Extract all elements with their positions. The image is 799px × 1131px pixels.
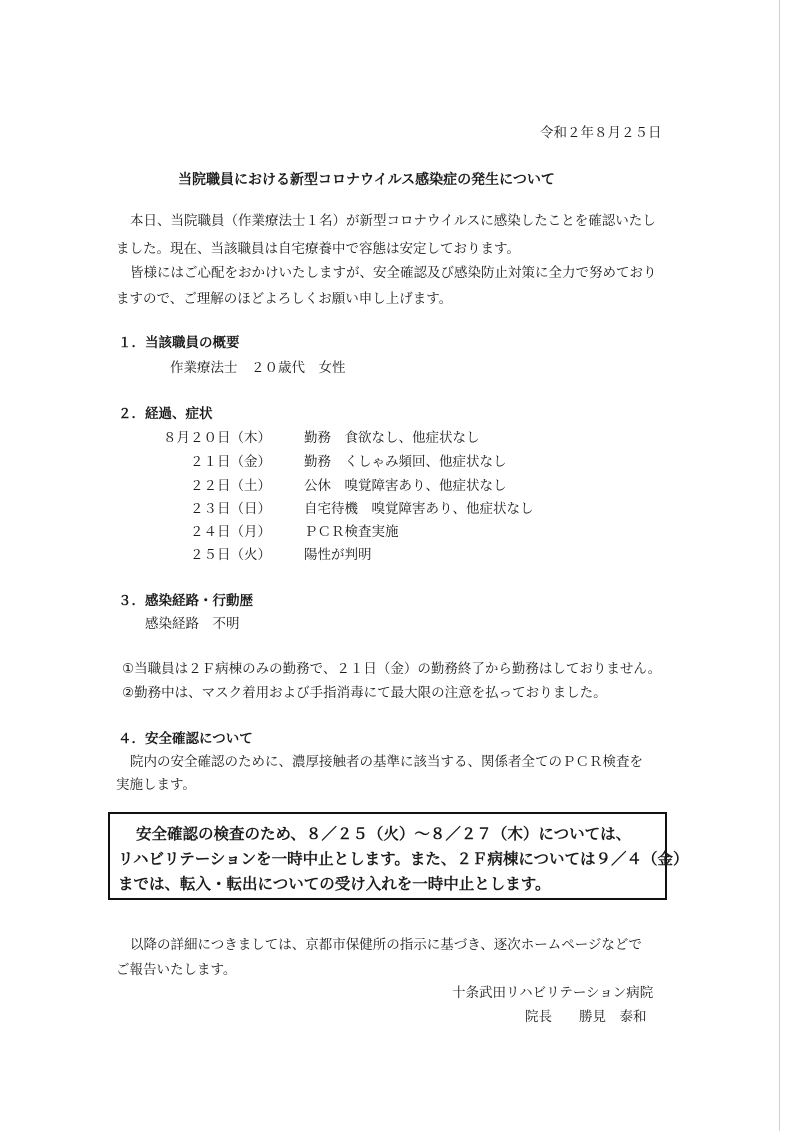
- notice-line1: 安全確認の検査のため、８／２５（火）～８／２７（木）については、: [136, 825, 632, 843]
- section4-line2: 実施します。: [116, 777, 196, 793]
- schedule-text: 勤務 くしゃみ頻回、他症状なし: [304, 454, 507, 470]
- schedule-text: ＰＣＲ検査実施: [304, 524, 399, 540]
- section3-note2: ②勤務中は、マスク着用および手指消毒にて最大限の注意を払っておりました。: [122, 685, 607, 701]
- notice-box: [108, 812, 689, 900]
- schedule-text: 陽性が判明: [304, 547, 372, 563]
- document-title: 当院職員における新型コロナウイルス感染症の発生について: [178, 172, 555, 188]
- intro-p2-line1: 皆様にはご心配をおかけいたしますが、安全確認及び感染防止対策に全力で努めており: [130, 265, 657, 281]
- schedule-date: ２４日（月）: [190, 524, 271, 540]
- section4-line1: 院内の安全確認のために、濃厚接触者の基準に該当する、関係者全てのＰＣＲ検査を: [130, 754, 643, 770]
- schedule-date: ２５日（火）: [190, 547, 271, 563]
- document-date: 令和２年８月２５日: [540, 125, 662, 141]
- section3-heading: ３．感染経路・行動歴: [118, 593, 253, 609]
- intro-p1-line2: ました。現在、当該職員は自宅療養中で容態は安定しております。: [116, 241, 520, 257]
- section2-heading: ２．経過、症状: [118, 406, 213, 422]
- notice-line3: までは、転入・転出についての受け入れを一時中止とします。: [118, 875, 551, 893]
- notice-line2: リハビリテーションを一時中止とします。また、２Ｆ病棟については９／４（金）: [118, 850, 689, 868]
- section4-heading: ４．安全確認について: [118, 731, 253, 747]
- schedule-date: ２２日（土）: [190, 478, 271, 494]
- intro-p1-line1: 本日、当院職員（作業療法士１名）が新型コロナウイルスに感染したことを確認いたし: [130, 213, 656, 229]
- schedule-text: 勤務 食欲なし、他症状なし: [304, 430, 480, 446]
- schedule-text: 公休 嗅覚障害あり、他症状なし: [304, 478, 507, 494]
- section3-route: 感染経路 不明: [145, 616, 240, 632]
- section1-heading: １．当該職員の概要: [118, 335, 240, 351]
- schedule-date: ８月２０日（木）: [163, 430, 271, 446]
- section1-body: 作業療法士 ２０歳代 女性: [170, 360, 346, 376]
- closing-line2: ご報告いたします。: [116, 962, 237, 978]
- signature-hospital: 十条武田リハビリテーション病院: [452, 985, 654, 1001]
- page-edge-line: [779, 0, 780, 1131]
- signature-director: 院長 勝見 泰和: [525, 1009, 647, 1025]
- schedule-date: ２１日（金）: [190, 454, 271, 470]
- section3-note1: ①当職員は２Ｆ病棟のみの勤務で、２１日（金）の勤務終了から勤務はしておりません。: [122, 661, 662, 677]
- intro-p2-line2: ますので、ご理解のほどよろしくお願い申し上げます。: [116, 291, 453, 307]
- closing-line1: 以降の詳細につきましては、京都市保健所の指示に基づき、逐次ホームページなどで: [130, 937, 642, 953]
- schedule-text: 自宅待機 嗅覚障害あり、他症状なし: [304, 501, 534, 517]
- schedule-date: ２３日（日）: [190, 501, 271, 517]
